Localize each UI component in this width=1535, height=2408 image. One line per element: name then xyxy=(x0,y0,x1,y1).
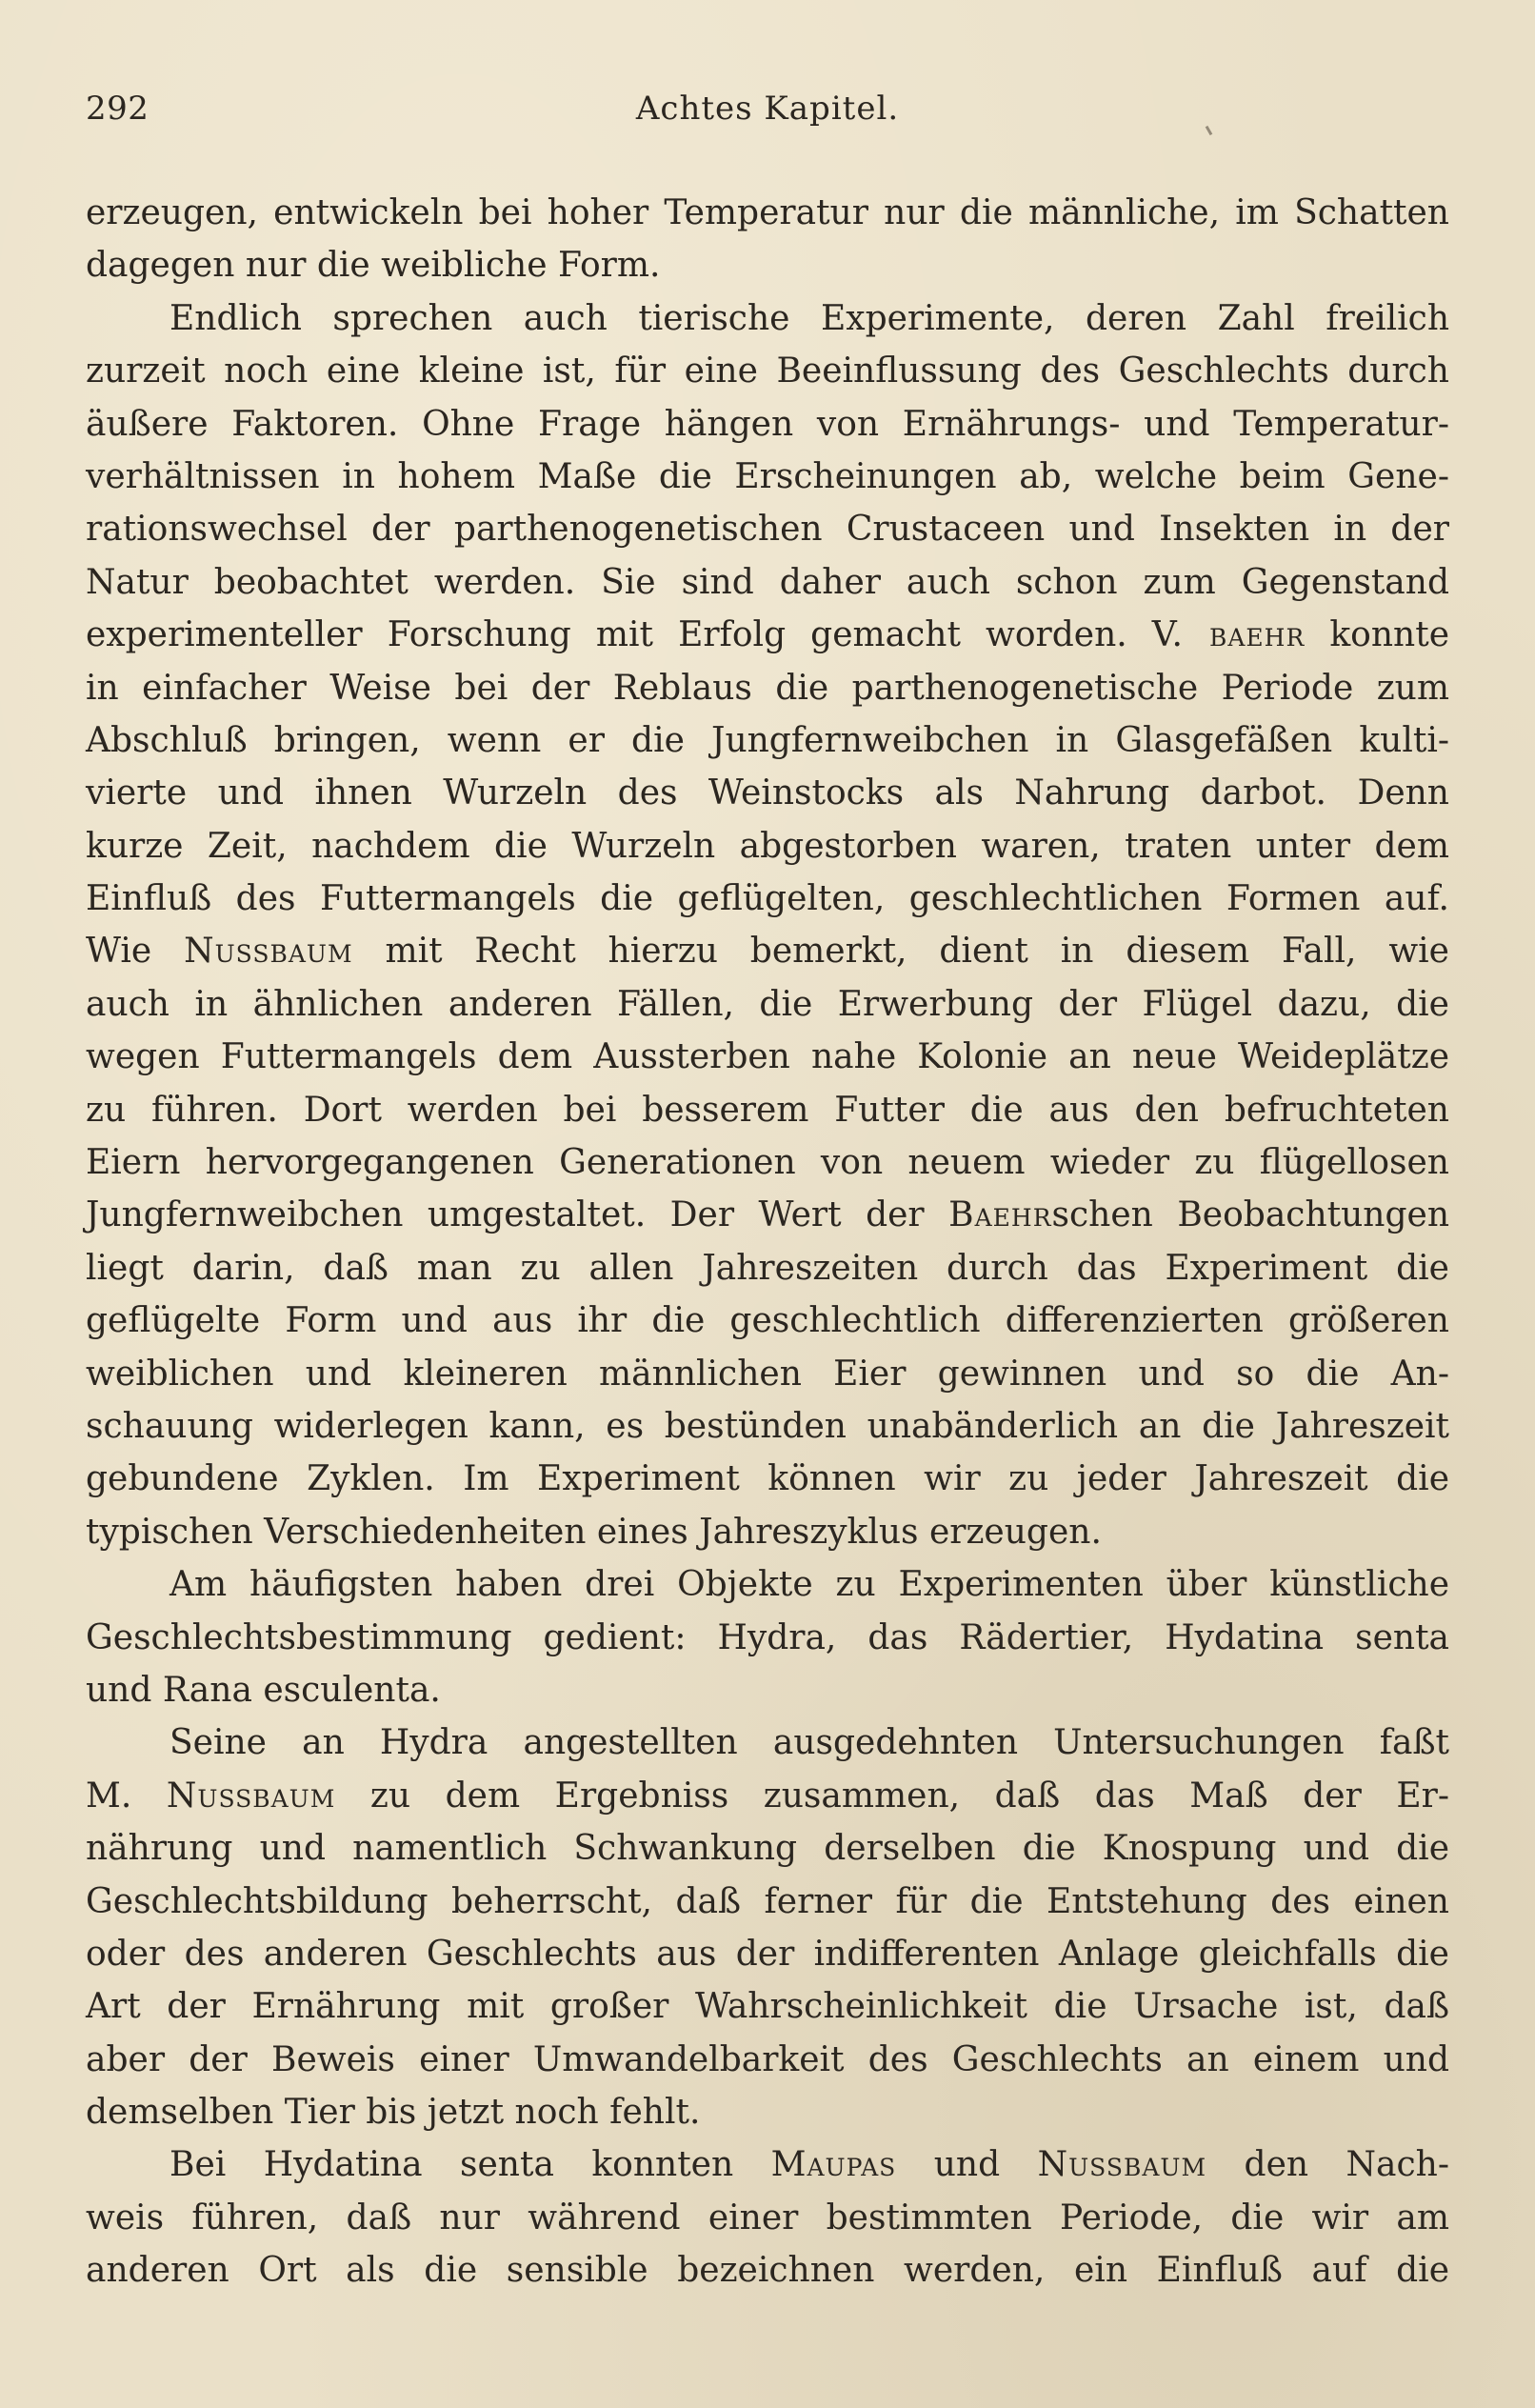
paragraph-4 xyxy=(86,1716,1449,2138)
text-line: rationswechsel der parthenogenetischen Crustaceen und Insekten in der xyxy=(86,510,1449,550)
text-line: äußere Faktoren. Ohne Frage hängen von Ernährungs- und Temperatur- xyxy=(86,404,1449,444)
text-line: oder des anderen Geschlechts aus der indifferenten Anlage gleichfalls die xyxy=(86,1934,1449,1974)
text-line: Art der Ernährung mit großer Wahrscheinlichkeit die Ursache ist, daß xyxy=(86,1987,1449,2027)
text-line: erzeugen, entwickeln bei hoher Temperatur nur die männliche, im Schatten xyxy=(86,193,1449,232)
text-line: Einfluß des Futtermangels die geflügelten, geschlechtlichen Formen auf. xyxy=(86,879,1449,919)
text-line: Geschlechtsbestimmung gedient: Hydra, das Rädertier, Hydatina senta xyxy=(86,1617,1449,1657)
text-line: in einfacher Weise bei der Reblaus die parthenogenetische Periode zum xyxy=(86,668,1449,708)
text-line: gebundene Zyklen. Im Experiment können wir zu jeder Jahreszeit die xyxy=(86,1459,1449,1499)
text-line: vierte und ihnen Wurzeln des Weinstocks als Nahrung darbot. Denn xyxy=(86,773,1449,813)
text-line: zurzeit noch eine kleine ist, für eine Beeinflussung des Geschlechts durch xyxy=(86,351,1449,391)
text-line: Eiern hervorgegangenen Generationen von neuem wieder zu flügellosen xyxy=(86,1143,1449,1183)
paragraph-5 xyxy=(86,2138,1449,2297)
text-line: dagegen nur die weibliche Form. xyxy=(86,246,661,286)
text-line: demselben Tier bis jetzt noch fehlt. xyxy=(86,2093,701,2133)
text-line: zu führen. Dort werden bei besserem Futter die aus den befruchteten xyxy=(86,1090,1449,1130)
text-line: wegen Futtermangels dem Aussterben nahe Kolonie an neue Weideplätze xyxy=(86,1037,1449,1077)
text-line: typischen Verschiedenheiten eines Jahreszyklus erzeugen. xyxy=(86,1512,1102,1552)
running-title: Achtes Kapitel. xyxy=(635,90,900,128)
text-line: Seine an Hydra angestellten ausgedehnten Untersuchungen faßt xyxy=(169,1723,1449,1763)
text-line: weis führen, daß nur während einer bestimmten Periode, die wir am xyxy=(86,2197,1449,2237)
text-line: verhältnissen in hohem Maße die Erscheinungen ab, welche beim Gene- xyxy=(86,456,1449,496)
text-line: nährung und namentlich Schwankung derselben die Knospung und die xyxy=(86,1829,1449,1869)
text-line: Geschlechtsbildung beherrscht, daß ferner für die Entstehung des einen xyxy=(86,1881,1449,1921)
text-line: Endlich sprechen auch tierische Experimente, deren Zahl freilich xyxy=(169,298,1449,338)
text-line: Am häufigsten haben drei Objekte zu Experimenten über künstliche xyxy=(169,1565,1449,1605)
text-line: Jungfernweibchen umgestaltet. Der Wert der Baehrschen Beobachtungen xyxy=(86,1195,1450,1235)
text-line: Bei Hydatina senta konnten Maupas und Nussbaum den Nach- xyxy=(169,2145,1449,2185)
text-line: weiblichen und kleineren männlichen Eier gewinnen und so die An- xyxy=(86,1354,1449,1394)
page-number: 292 xyxy=(86,90,150,128)
text-line: liegt darin, daß man zu allen Jahreszeiten durch das Experiment die xyxy=(86,1248,1449,1288)
text-line: experimenteller Forschung mit Erfolg gemacht worden. V. baehr konnte xyxy=(86,615,1449,655)
paragraph-3 xyxy=(86,1558,1449,1716)
text-line: Abschluß bringen, wenn er die Jungfernweibchen in Glasgefäßen kulti- xyxy=(86,720,1449,760)
text-line: auch in ähnlichen anderen Fällen, die Erwerbung der Flügel dazu, die xyxy=(86,984,1449,1024)
text-line: schauung widerlegen kann, es bestünden unabänderlich an die Jahreszeit xyxy=(86,1406,1449,1446)
text-line: Natur beobachtet werden. Sie sind daher auch schon zum Gegenstand xyxy=(86,562,1449,602)
text-line: kurze Zeit, nachdem die Wurzeln abgestorben waren, traten unter dem xyxy=(86,826,1449,866)
text-line: anderen Ort als die sensible bezeichnen werden, ein Einfluß auf die xyxy=(86,2251,1449,2291)
page-header xyxy=(86,84,1449,133)
body-text xyxy=(86,187,1449,2298)
text-line: aber der Beweis einer Umwandelbarkeit des Geschlechts an einem und xyxy=(86,2039,1449,2079)
text-line: Wie Nussbaum mit Recht hierzu bemerkt, dient in diesem Fall, wie xyxy=(86,932,1449,972)
paragraph-1 xyxy=(86,187,1449,292)
text-line: M. Nussbaum zu dem Ergebniss zusammen, daß das Maß der Er- xyxy=(86,1776,1450,1816)
paragraph-2 xyxy=(86,292,1449,1558)
text-line: und Rana esculenta. xyxy=(86,1670,441,1710)
text-line: geflügelte Form und aus ihr die geschlechtlich differenzierten größeren xyxy=(86,1301,1449,1341)
